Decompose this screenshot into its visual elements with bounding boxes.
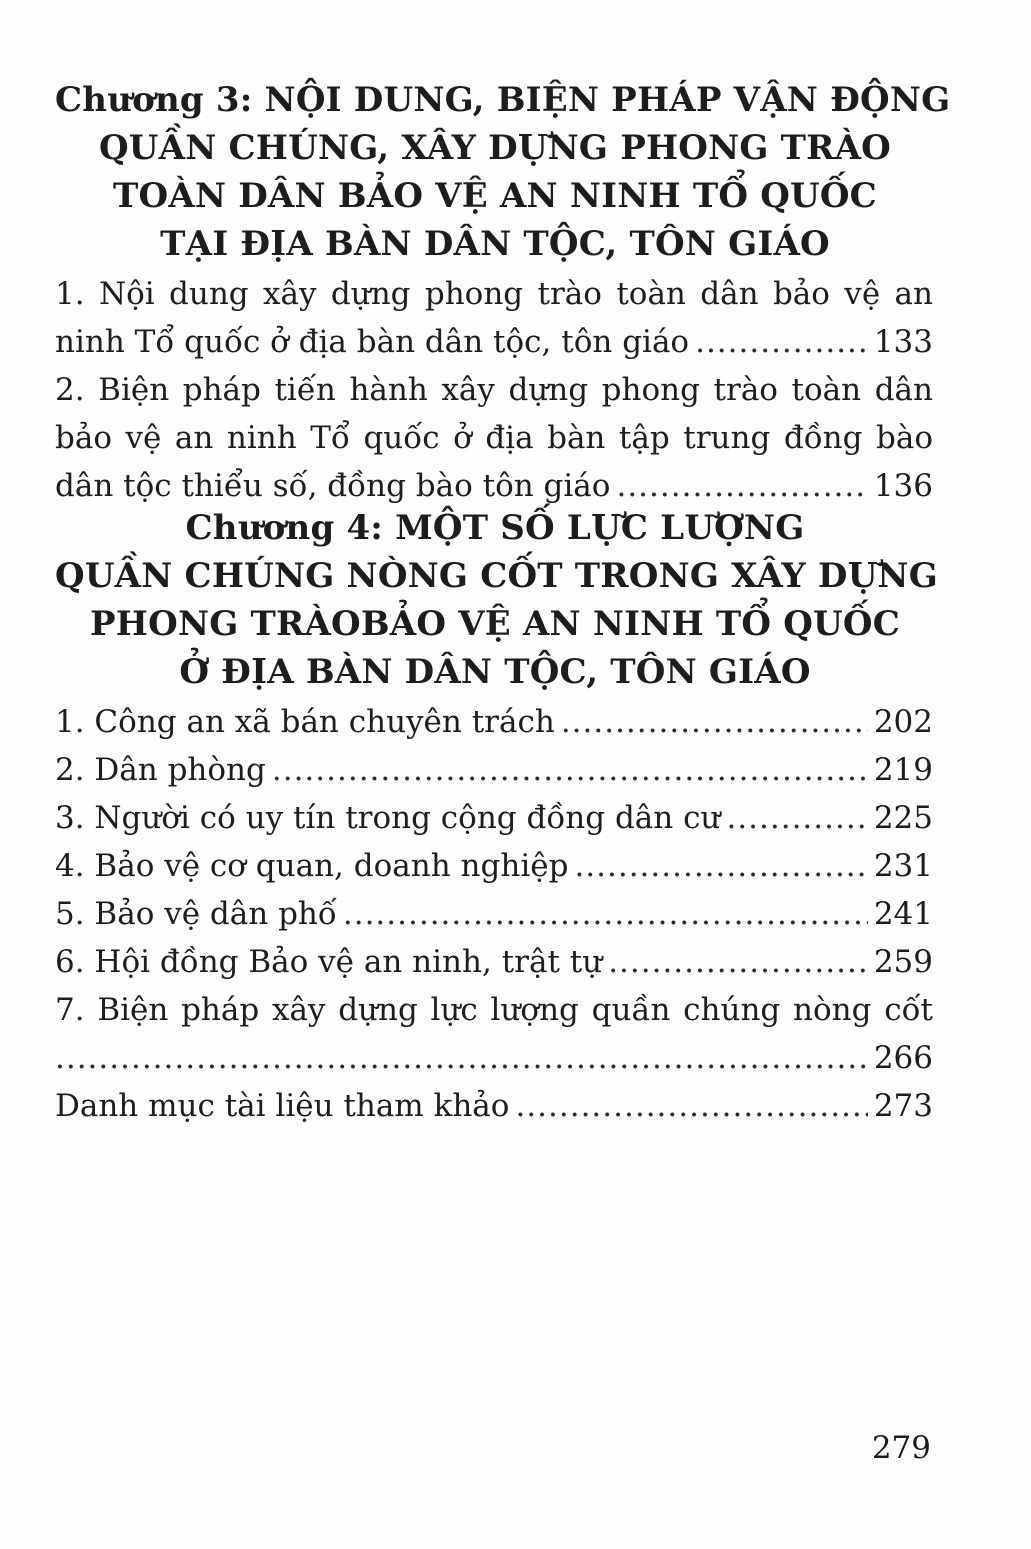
dot-leader (343, 890, 868, 938)
dot-leader (561, 698, 868, 746)
toc-entry-text: 2. Biện pháp tiến hành xây dựng phong trào toàn dân (55, 372, 933, 408)
toc-entry-text: 1. Nội dung xây dựng phong trào toàn dân bảo vệ an (55, 276, 933, 312)
toc-page-number: 219 (873, 752, 933, 788)
chapter-4-title-line: Ở ĐỊA BÀN DÂN TỘC, TÔN GIÁO (179, 652, 811, 692)
toc-entry-last-line (55, 1034, 933, 1082)
dot-leader (726, 794, 867, 842)
toc-entry-label: 4. Bảo vệ cơ quan, doanh nghiệp (55, 848, 569, 884)
toc-entry-label: ninh Tổ quốc ở địa bàn dân tộc, tôn giáo (55, 324, 690, 360)
toc-entry-label: Danh mục tài liệu tham khảo (55, 1088, 510, 1124)
toc-entry-label: 1. Công an xã bán chuyên trách (55, 704, 555, 740)
dot-leader (272, 746, 868, 794)
toc-entry[interactable] (55, 890, 933, 938)
chapter-4-title-line: PHONG TRÀOBẢO VỆ AN NINH TỔ QUỐC (90, 604, 900, 644)
toc-page-number: 259 (873, 944, 933, 980)
toc-entry[interactable] (55, 938, 933, 986)
chapter-4-toc (55, 698, 933, 1130)
chapter-4-title-line: QUẦN CHÚNG NÒNG CỐT TRONG XÂY DỰNG (55, 556, 938, 596)
toc-entry-text: bảo vệ an ninh Tổ quốc ở địa bàn tập trung đồng bào (55, 420, 933, 456)
chapter-4-title (55, 504, 938, 696)
chapter-3-title-line: TẠI ĐỊA BÀN DÂN TỘC, TÔN GIÁO (160, 224, 830, 264)
toc-entry-label: dân tộc thiểu số, đồng bào tôn giáo (55, 468, 611, 504)
toc-entry[interactable] (55, 794, 933, 842)
chapter-3-title-line: Chương 3: NỘI DUNG, BIỆN PHÁP VẬN ĐỘNG (55, 80, 951, 120)
dot-leader (695, 318, 868, 366)
dot-leader (608, 938, 868, 986)
toc-page-number: 266 (873, 1040, 933, 1076)
dot-leader (574, 842, 867, 890)
toc-entry-label: 3. Người có uy tín trong cộng đồng dân cư (55, 800, 721, 836)
toc-entry-label: 2. Dân phòng (55, 752, 266, 788)
toc-page-number: 136 (873, 468, 933, 504)
toc-page-number: 231 (873, 848, 933, 884)
toc-entry[interactable] (55, 698, 933, 746)
toc-entry-last-line (55, 462, 933, 510)
toc-entry-label: 5. Bảo vệ dân phố (55, 896, 337, 932)
toc-page-number: 133 (873, 324, 933, 360)
toc-entry[interactable] (55, 842, 933, 890)
chapter-4-title-line: Chương 4: MỘT SỐ LỰC LƯỢNG (185, 508, 805, 548)
dot-leader (55, 1034, 868, 1082)
toc-page-number: 202 (873, 704, 933, 740)
toc-entry[interactable] (55, 746, 933, 794)
toc-entry[interactable] (55, 270, 933, 366)
toc-entry[interactable] (55, 366, 933, 510)
page-number: 279 (871, 1430, 931, 1466)
dot-leader (616, 462, 867, 510)
toc-entry-last-line (55, 318, 933, 366)
toc-page-number: 241 (873, 896, 933, 932)
toc-entry-text: 7. Biện pháp xây dựng lực lượng quần chúng nòng cốt (55, 992, 933, 1028)
chapter-3-toc (55, 270, 933, 510)
chapter-3-title (55, 76, 951, 268)
toc-entry[interactable] (55, 986, 933, 1082)
toc-entry-label: 6. Hội đồng Bảo vệ an ninh, trật tự (55, 944, 603, 980)
chapter-3-title-line: TOÀN DÂN BẢO VỆ AN NINH TỔ QUỐC (113, 176, 877, 216)
toc-page-number: 225 (873, 800, 933, 836)
toc-entry[interactable] (55, 1082, 933, 1130)
chapter-3-title-line: QUẦN CHÚNG, XÂY DỰNG PHONG TRÀO (98, 128, 892, 168)
dot-leader (515, 1082, 867, 1130)
toc-page-number: 273 (873, 1088, 933, 1124)
